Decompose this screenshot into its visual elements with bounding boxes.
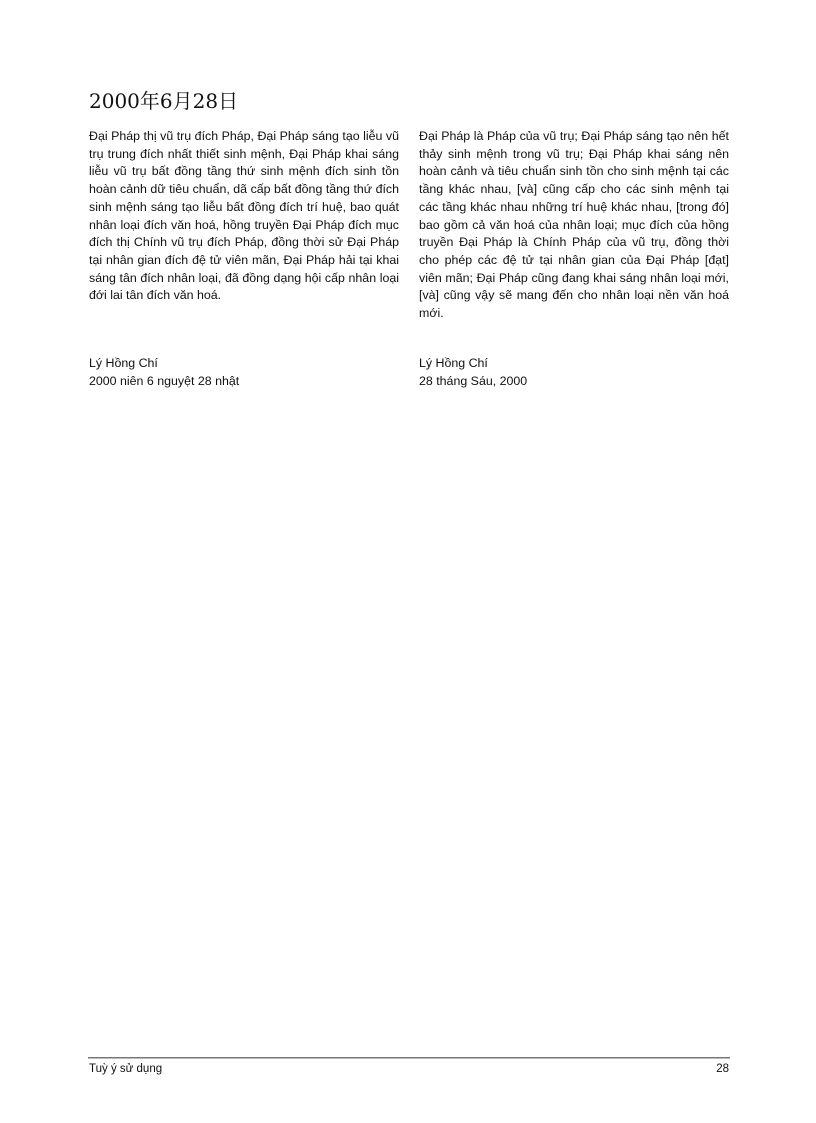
footer-label: Tuỳ ý sử dụng — [89, 1063, 163, 1075]
left-signature — [89, 355, 399, 390]
page-heading: 2000年6月28日 — [89, 89, 239, 113]
footer-divider — [88, 1057, 730, 1059]
left-paragraph: Đại Pháp thị vũ trụ đích Pháp, Đại Pháp sáng tạo liễu vũ trụ trung đích nhất thiết sinh mệnh, Đại Pháp khai sáng liễu vũ trụ bất đồng tầng thứ sinh mệnh đích sinh tồn hoàn cảnh dữ tiêu chuẩn, dã cấp bất đồng tầng thứ đích sinh mệnh sáng tạo liễu bất đồng đích trí huệ, bao quát nhân loại đích văn hoá, hồng truyền Đại Pháp đích mục đích thị Chính vũ trụ đích Pháp, đồng thời sử Đại Pháp tại nhân gian đích đệ tử viên mãn, Đại Pháp hải tại khai sáng tân đích nhân loại, đã đồng dạng hội cấp nhân loại đới lai tân đích văn hoá. — [89, 129, 399, 303]
left-author: Lý Hồng Chí — [89, 356, 158, 370]
right-signature — [419, 355, 729, 390]
right-date: 28 tháng Sáu, 2000 — [419, 373, 528, 388]
right-paragraph: Đại Pháp là Pháp của vũ trụ; Đại Pháp sáng tạo nên hết thảy sinh mệnh trong vũ trụ; Đại Pháp khai sáng nên hoàn cảnh và tiêu chuẩn sinh tồn cho sinh mệnh tại các tầng khác nhau, [và] cũng cấp cho các sinh mệnh tại các tầng khác nhau những trí huệ khác nhau, [trong đó] bao gồm cả văn hoá của nhân loại; mục đích của hồng truyền Đại Pháp là Chính Pháp của vũ trụ, đồng thời cho phép các đệ tử tại nhân gian của Đại Pháp [đạt] viên mãn; Đại Pháp cũng đang khai sáng nhân loại mới, [và] cũng vậy sẽ mang đến cho nhân loại nền văn hoá mới. — [419, 129, 729, 321]
page-number: 28 — [716, 1063, 729, 1075]
right-column — [419, 128, 729, 388]
right-author: Lý Hồng Chí — [419, 356, 488, 370]
left-date: 2000 niên 6 nguyệt 28 nhật — [89, 373, 240, 388]
left-column — [89, 128, 399, 388]
